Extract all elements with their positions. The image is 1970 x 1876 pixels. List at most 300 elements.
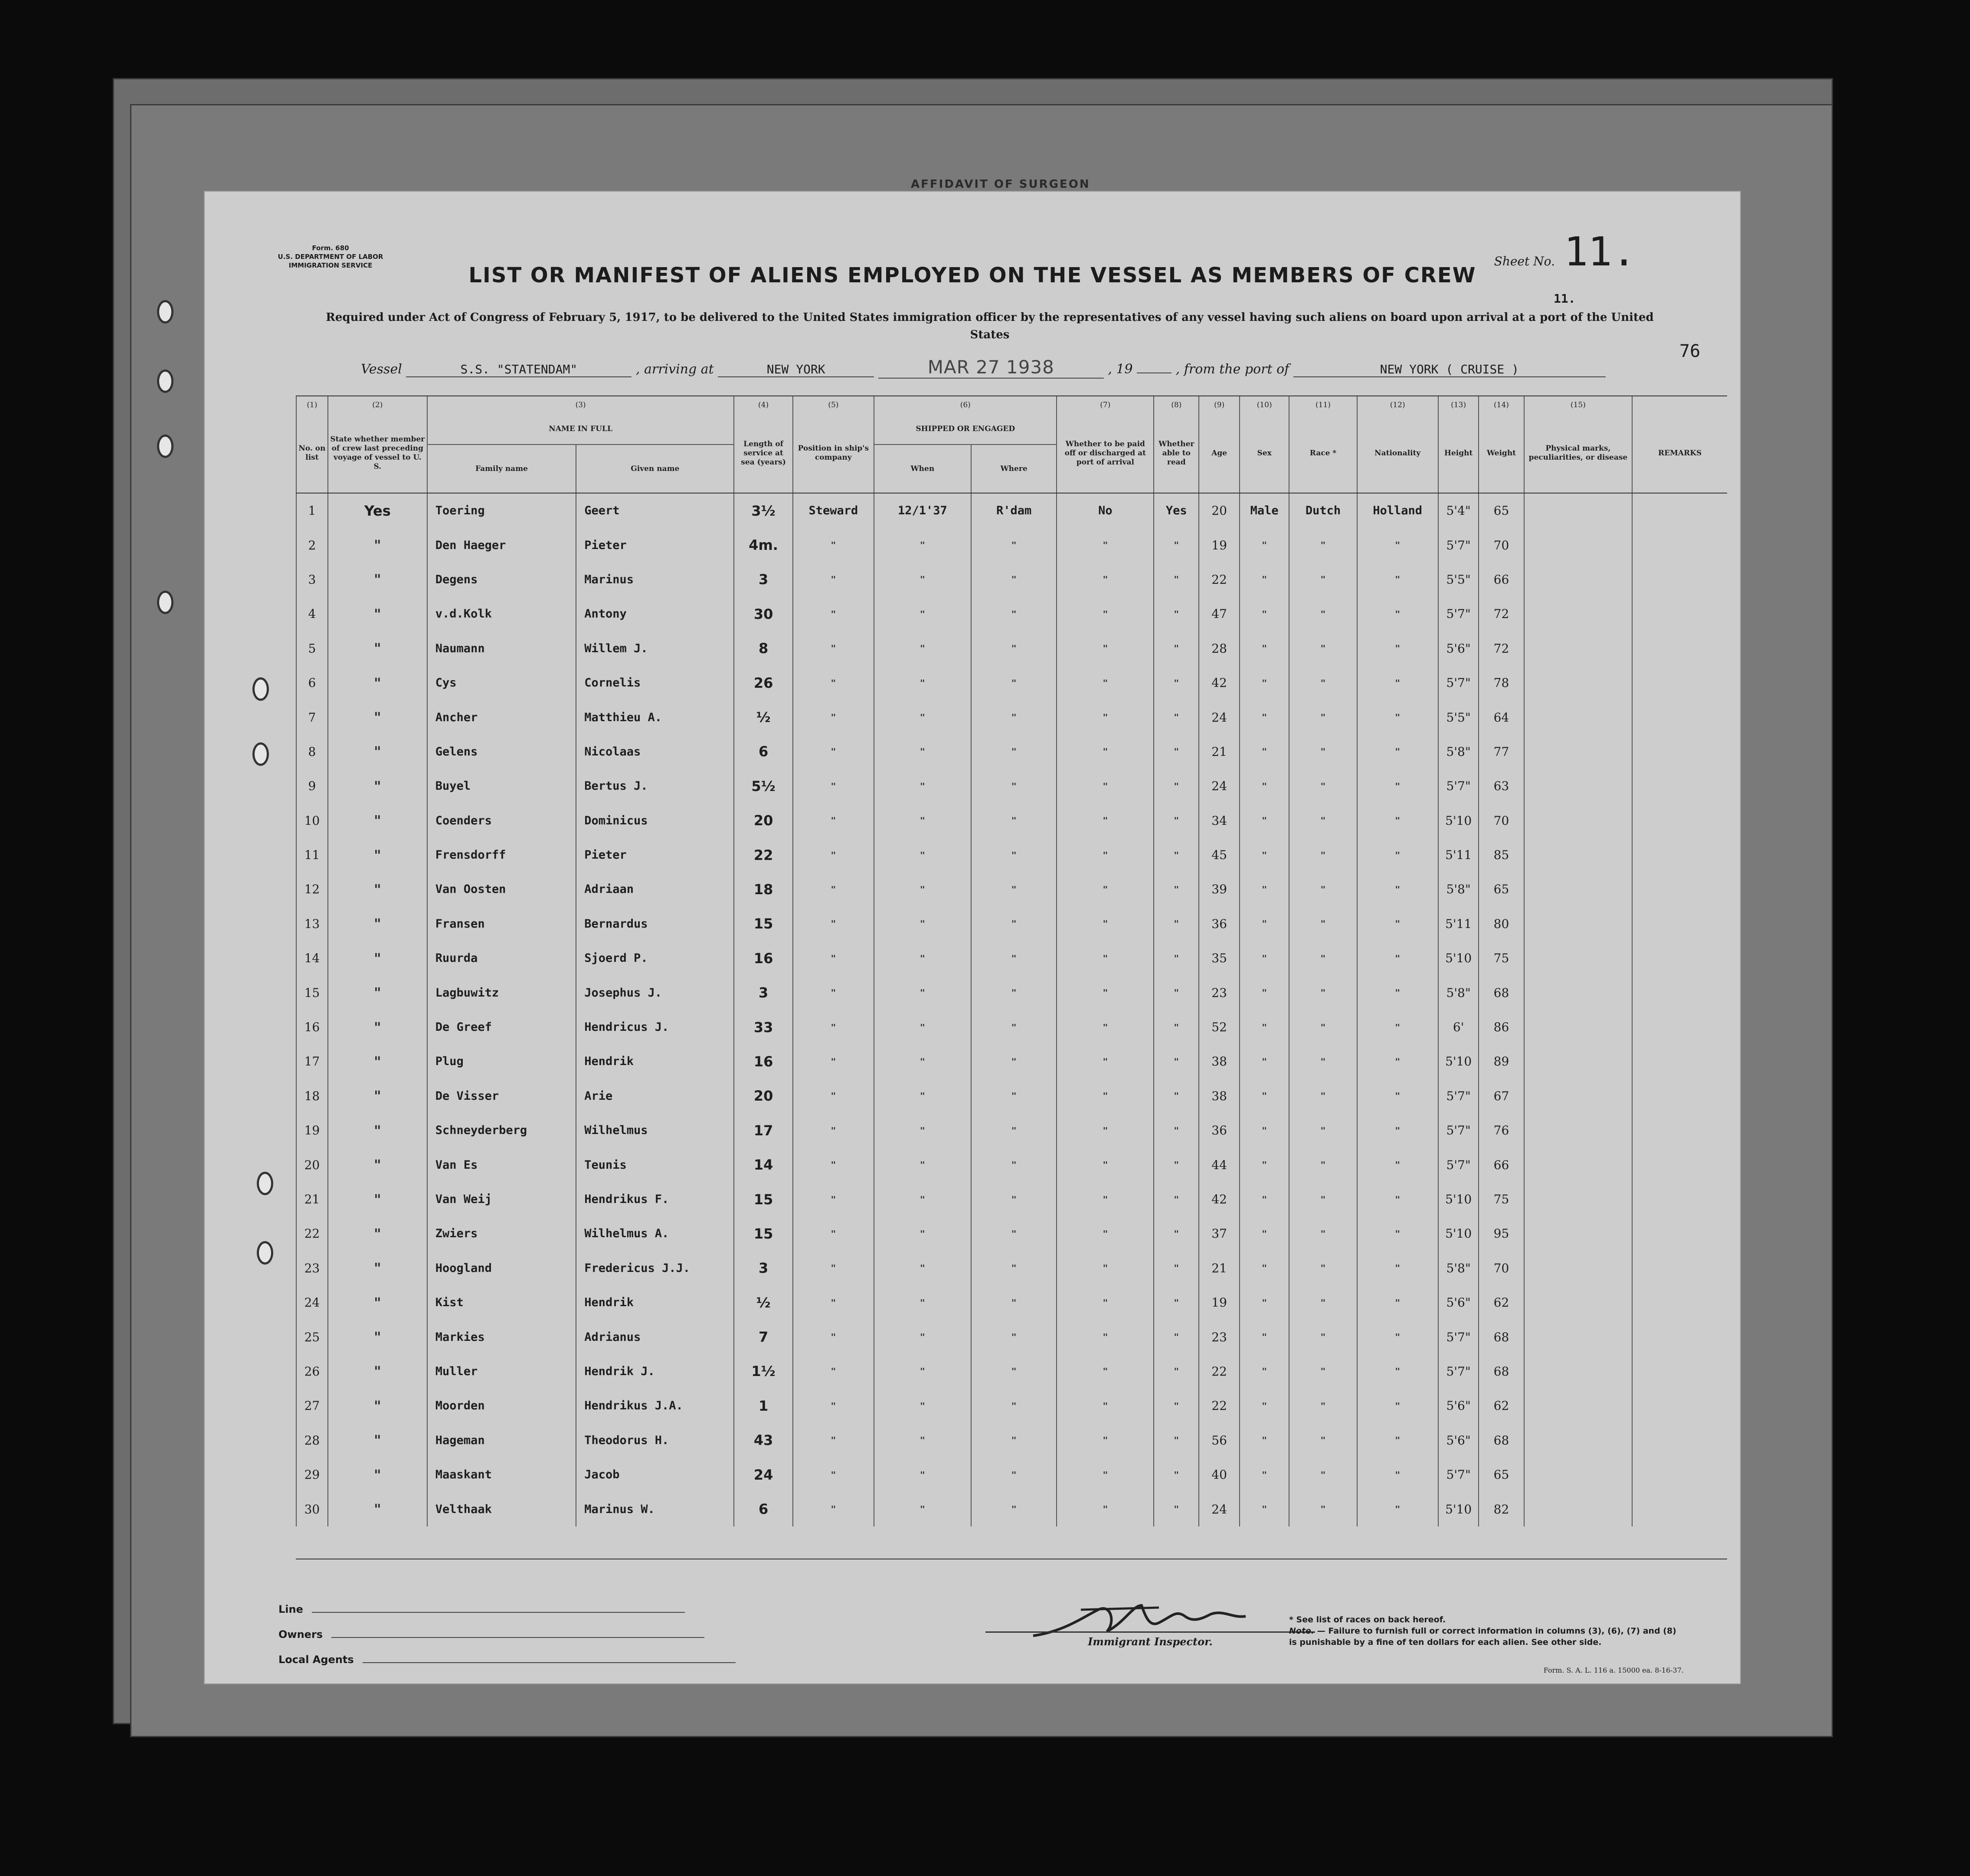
cell-shipped-where: " <box>971 528 1057 562</box>
cell-shipped-when: " <box>874 941 971 975</box>
cell-position: " <box>793 1389 874 1423</box>
cell-paid-off: " <box>1057 1147 1154 1182</box>
cell-able-to-read: " <box>1154 1147 1199 1182</box>
table-row <box>296 1492 1727 1526</box>
cell-given-name: Dominicus <box>576 804 734 838</box>
cell-row-number: 16 <box>296 1010 328 1044</box>
cell-paid-off: " <box>1057 631 1154 666</box>
form-number: Form. 680 <box>312 244 349 252</box>
cell-row-number: 15 <box>296 975 328 1010</box>
line-label: Line <box>278 1603 303 1615</box>
header-weight: Weight <box>1479 414 1524 493</box>
cell-paid-off: " <box>1057 700 1154 734</box>
cell-family-name: Toering <box>427 493 576 528</box>
cell-previous-voyage: " <box>328 1044 427 1079</box>
cell-height: 5'10 <box>1438 1182 1479 1216</box>
cell-age: 21 <box>1199 1251 1240 1285</box>
cell-row-number: 2 <box>296 528 328 562</box>
cell-age: 23 <box>1199 975 1240 1010</box>
cell-family-name: Fransen <box>427 907 576 941</box>
page-title: LIST OR MANIFEST OF ALIENS EMPLOYED ON THE VESSEL AS MEMBERS OF CREW <box>468 263 1476 288</box>
cell-race: " <box>1289 804 1357 838</box>
cell-sex: " <box>1240 1044 1289 1079</box>
cell-shipped-when: " <box>874 804 971 838</box>
cell-row-number: 22 <box>296 1216 328 1251</box>
col-num: (5) <box>793 396 874 414</box>
cell-shipped-where: " <box>971 735 1057 769</box>
cell-family-name: Naumann <box>427 631 576 666</box>
table-row <box>296 1216 1727 1251</box>
cell-able-to-read: " <box>1154 1079 1199 1113</box>
cell-able-to-read: " <box>1154 528 1199 562</box>
cell-sex: " <box>1240 1423 1289 1458</box>
cell-given-name: Geert <box>576 493 734 528</box>
cell-given-name: Wilhelmus <box>576 1113 734 1147</box>
cell-row-number: 25 <box>296 1320 328 1354</box>
cell-position: " <box>793 1044 874 1079</box>
cell-previous-voyage: " <box>328 838 427 872</box>
year-label: , 19 <box>1108 362 1133 377</box>
cell-length-of-service: 15 <box>734 907 792 941</box>
cell-nationality: " <box>1357 907 1438 941</box>
cell-given-name: Bernardus <box>576 907 734 941</box>
cell-row-number: 12 <box>296 872 328 906</box>
cell-race: " <box>1289 1285 1357 1320</box>
cell-physical-marks <box>1524 1458 1633 1492</box>
cell-age: 56 <box>1199 1423 1240 1458</box>
cell-position: " <box>793 528 874 562</box>
cell-position: " <box>793 769 874 803</box>
cell-nationality: " <box>1357 735 1438 769</box>
cell-weight: 77 <box>1479 735 1524 769</box>
cell-race: " <box>1289 1147 1357 1182</box>
cell-position: " <box>793 1010 874 1044</box>
cell-nationality: " <box>1357 1147 1438 1182</box>
cell-paid-off: " <box>1057 1113 1154 1147</box>
cell-paid-off: " <box>1057 666 1154 700</box>
vessel-label: Vessel <box>361 362 402 377</box>
col-num: (7) <box>1057 396 1154 414</box>
cell-remarks <box>1632 769 1727 803</box>
cell-remarks <box>1632 838 1727 872</box>
cell-shipped-where: " <box>971 1458 1057 1492</box>
header-when: When <box>874 444 971 493</box>
cell-race: " <box>1289 769 1357 803</box>
cell-family-name: Den Haeger <box>427 528 576 562</box>
cell-previous-voyage: " <box>328 562 427 597</box>
header-race: Race * <box>1289 414 1357 493</box>
cell-height: 5'7" <box>1438 666 1479 700</box>
cell-shipped-when: " <box>874 700 971 734</box>
cell-sex: " <box>1240 1320 1289 1354</box>
cell-family-name: Schneyderberg <box>427 1113 576 1147</box>
cell-race: " <box>1289 872 1357 906</box>
cell-previous-voyage: " <box>328 528 427 562</box>
cell-length-of-service: 8 <box>734 631 792 666</box>
cell-row-number: 27 <box>296 1389 328 1423</box>
cell-age: 19 <box>1199 1285 1240 1320</box>
cell-length-of-service: 1½ <box>734 1354 792 1389</box>
cell-physical-marks <box>1524 769 1633 803</box>
cell-shipped-when: " <box>874 735 971 769</box>
cell-paid-off: " <box>1057 941 1154 975</box>
cell-age: 34 <box>1199 804 1240 838</box>
cell-sex: " <box>1240 1492 1289 1526</box>
cell-able-to-read: " <box>1154 1285 1199 1320</box>
cell-sex: " <box>1240 1216 1289 1251</box>
cell-length-of-service: 1 <box>734 1389 792 1423</box>
cell-sex: " <box>1240 941 1289 975</box>
cell-position: " <box>793 907 874 941</box>
cell-age: 40 <box>1199 1458 1240 1492</box>
col-num: (8) <box>1154 396 1199 414</box>
cell-previous-voyage: " <box>328 735 427 769</box>
cell-position: " <box>793 1251 874 1285</box>
cell-sex: " <box>1240 562 1289 597</box>
cell-physical-marks <box>1524 1492 1633 1526</box>
cell-race: " <box>1289 1320 1357 1354</box>
cell-family-name: Velthaak <box>427 1492 576 1526</box>
cell-remarks <box>1632 804 1727 838</box>
cell-row-number: 29 <box>296 1458 328 1492</box>
cell-physical-marks <box>1524 1389 1633 1423</box>
cell-row-number: 30 <box>296 1492 328 1526</box>
service: IMMIGRATION SERVICE <box>288 261 373 269</box>
cell-sex: " <box>1240 1182 1289 1216</box>
cell-nationality: " <box>1357 1182 1438 1216</box>
cell-nationality: " <box>1357 562 1438 597</box>
cell-weight: 62 <box>1479 1285 1524 1320</box>
cell-family-name: Van Es <box>427 1147 576 1182</box>
cell-previous-voyage: " <box>328 804 427 838</box>
cell-shipped-where: " <box>971 838 1057 872</box>
cell-previous-voyage: Yes <box>328 493 427 528</box>
cell-remarks <box>1632 1010 1727 1044</box>
cell-remarks <box>1632 562 1727 597</box>
cell-nationality: " <box>1357 1044 1438 1079</box>
cell-height: 5'7" <box>1438 1458 1479 1492</box>
cell-age: 38 <box>1199 1044 1240 1079</box>
cell-position: " <box>793 1423 874 1458</box>
cell-race: " <box>1289 735 1357 769</box>
cell-remarks <box>1632 597 1727 631</box>
table-row <box>296 1285 1727 1320</box>
cell-nationality: " <box>1357 1492 1438 1526</box>
col-num: (9) <box>1199 396 1240 414</box>
cell-previous-voyage: " <box>328 907 427 941</box>
cell-row-number: 11 <box>296 838 328 872</box>
cell-given-name: Matthieu A. <box>576 700 734 734</box>
cell-race: " <box>1289 1044 1357 1079</box>
cell-length-of-service: 15 <box>734 1216 792 1251</box>
cell-height: 5'7" <box>1438 1354 1479 1389</box>
cell-shipped-when: " <box>874 666 971 700</box>
header-name-in-full: NAME IN FULL <box>427 414 734 444</box>
cell-sex: " <box>1240 597 1289 631</box>
cell-row-number: 26 <box>296 1354 328 1389</box>
cell-height: 5'7" <box>1438 769 1479 803</box>
cell-weight: 95 <box>1479 1216 1524 1251</box>
cell-remarks <box>1632 1389 1727 1423</box>
cell-paid-off: " <box>1057 975 1154 1010</box>
date-stamp: MAR 27 1938 <box>927 356 1054 378</box>
inspector-label: Immigrant Inspector. <box>985 1631 1315 1648</box>
cell-sex: " <box>1240 769 1289 803</box>
cell-able-to-read: " <box>1154 597 1199 631</box>
cell-remarks <box>1632 1079 1727 1113</box>
cell-given-name: Willem J. <box>576 631 734 666</box>
table-row <box>296 528 1727 562</box>
cell-weight: 64 <box>1479 700 1524 734</box>
vessel-name: S.S. "STATENDAM" <box>406 362 632 377</box>
table-row <box>296 735 1727 769</box>
cell-paid-off: " <box>1057 872 1154 906</box>
cell-remarks <box>1632 1492 1727 1526</box>
cell-previous-voyage: " <box>328 1458 427 1492</box>
cell-able-to-read: " <box>1154 872 1199 906</box>
cell-row-number: 10 <box>296 804 328 838</box>
header-length-of-service: Length of service at sea (years) <box>734 414 792 493</box>
cell-previous-voyage: " <box>328 666 427 700</box>
cell-weight: 82 <box>1479 1492 1524 1526</box>
cell-row-number: 9 <box>296 769 328 803</box>
cell-paid-off: " <box>1057 1492 1154 1526</box>
cell-sex: " <box>1240 631 1289 666</box>
cell-height: 5'7" <box>1438 528 1479 562</box>
cell-given-name: Hendrik <box>576 1285 734 1320</box>
cell-weight: 85 <box>1479 838 1524 872</box>
cell-previous-voyage: " <box>328 700 427 734</box>
cell-position: " <box>793 562 874 597</box>
cell-age: 36 <box>1199 1113 1240 1147</box>
cell-family-name: Ruurda <box>427 941 576 975</box>
cell-family-name: Cys <box>427 666 576 700</box>
cell-shipped-where: " <box>971 907 1057 941</box>
cell-height: 5'6" <box>1438 1423 1479 1458</box>
cell-age: 52 <box>1199 1010 1240 1044</box>
cell-race: " <box>1289 597 1357 631</box>
cell-shipped-where: " <box>971 769 1057 803</box>
cell-given-name: Marinus <box>576 562 734 597</box>
cell-height: 5'8" <box>1438 1251 1479 1285</box>
cell-length-of-service: 33 <box>734 1010 792 1044</box>
cell-height: 5'4" <box>1438 493 1479 528</box>
table-row <box>296 1044 1727 1079</box>
cell-physical-marks <box>1524 735 1633 769</box>
cell-age: 24 <box>1199 1492 1240 1526</box>
cell-given-name: Antony <box>576 597 734 631</box>
cell-physical-marks <box>1524 872 1633 906</box>
page-subtitle: Required under Act of Congress of February 5, 1917, to be delivered to the United States immigration officer by the representatives of any vessel having such aliens on board upon arrival at a port of the United States <box>326 311 1654 341</box>
cell-nationality: " <box>1357 631 1438 666</box>
cell-weight: 68 <box>1479 975 1524 1010</box>
cell-family-name: v.d.Kolk <box>427 597 576 631</box>
table-row <box>296 1354 1727 1389</box>
cell-position: " <box>793 597 874 631</box>
cell-length-of-service: 15 <box>734 1182 792 1216</box>
cell-able-to-read: " <box>1154 631 1199 666</box>
cell-able-to-read: " <box>1154 975 1199 1010</box>
table-row <box>296 1182 1727 1216</box>
cell-nationality: " <box>1357 1285 1438 1320</box>
cell-given-name: Teunis <box>576 1147 734 1182</box>
cell-able-to-read: " <box>1154 769 1199 803</box>
cell-sex: " <box>1240 907 1289 941</box>
punch-hole <box>252 742 269 766</box>
cell-previous-voyage: " <box>328 975 427 1010</box>
col-num: (14) <box>1479 396 1524 414</box>
cell-length-of-service: 14 <box>734 1147 792 1182</box>
cell-remarks <box>1632 1354 1727 1389</box>
cell-able-to-read: " <box>1154 1492 1199 1526</box>
cell-row-number: 5 <box>296 631 328 666</box>
cell-physical-marks <box>1524 1010 1633 1044</box>
cell-race: " <box>1289 631 1357 666</box>
sheet-label: Sheet No. <box>1494 254 1555 268</box>
cell-shipped-where: " <box>971 941 1057 975</box>
cell-sex: " <box>1240 872 1289 906</box>
cell-race: " <box>1289 1113 1357 1147</box>
cell-family-name: Frensdorff <box>427 838 576 872</box>
cell-paid-off: " <box>1057 1389 1154 1423</box>
cell-family-name: Zwiers <box>427 1216 576 1251</box>
cell-shipped-when: " <box>874 1182 971 1216</box>
cell-age: 45 <box>1199 838 1240 872</box>
header-no-on-list: No. on list <box>296 414 328 493</box>
cell-shipped-where: " <box>971 597 1057 631</box>
line-field <box>278 1597 736 1622</box>
cell-given-name: Arie <box>576 1079 734 1113</box>
cell-position: " <box>793 1320 874 1354</box>
cell-nationality: " <box>1357 597 1438 631</box>
cell-race: " <box>1289 1492 1357 1526</box>
cell-shipped-when: " <box>874 1320 971 1354</box>
cell-nationality: " <box>1357 975 1438 1010</box>
overlay-title: AFFIDAVIT OF SURGEON <box>911 178 1090 191</box>
cell-shipped-when: " <box>874 1010 971 1044</box>
cell-age: 42 <box>1199 1182 1240 1216</box>
cell-height: 5'6" <box>1438 1389 1479 1423</box>
cell-previous-voyage: " <box>328 1216 427 1251</box>
cell-family-name: Markies <box>427 1320 576 1354</box>
cell-sex: " <box>1240 838 1289 872</box>
cell-shipped-when: " <box>874 838 971 872</box>
cell-sex: " <box>1240 975 1289 1010</box>
cell-able-to-read: " <box>1154 1354 1199 1389</box>
cell-row-number: 6 <box>296 666 328 700</box>
cell-given-name: Pieter <box>576 528 734 562</box>
table-row <box>296 1458 1727 1492</box>
cell-shipped-where: " <box>971 1285 1057 1320</box>
cell-shipped-where: R'dam <box>971 493 1057 528</box>
cell-able-to-read: " <box>1154 1251 1199 1285</box>
cell-physical-marks <box>1524 1285 1633 1320</box>
cell-previous-voyage: " <box>328 1389 427 1423</box>
cell-physical-marks <box>1524 528 1633 562</box>
cell-age: 36 <box>1199 907 1240 941</box>
cell-given-name: Hendrikus J.A. <box>576 1389 734 1423</box>
cell-height: 5'10 <box>1438 1044 1479 1079</box>
cell-sex: Male <box>1240 493 1289 528</box>
cell-length-of-service: 3½ <box>734 493 792 528</box>
cell-race: " <box>1289 1010 1357 1044</box>
cell-able-to-read: " <box>1154 1423 1199 1458</box>
table-row <box>296 1010 1727 1044</box>
cell-length-of-service: 3 <box>734 1251 792 1285</box>
cell-weight: 66 <box>1479 562 1524 597</box>
cell-given-name: Hendrik <box>576 1044 734 1079</box>
cell-physical-marks <box>1524 493 1633 528</box>
cell-weight: 62 <box>1479 1389 1524 1423</box>
cell-height: 5'10 <box>1438 1492 1479 1526</box>
cell-age: 44 <box>1199 1147 1240 1182</box>
cell-remarks <box>1632 907 1727 941</box>
cell-family-name: Buyel <box>427 769 576 803</box>
cell-previous-voyage: " <box>328 1079 427 1113</box>
cell-shipped-when: " <box>874 631 971 666</box>
cell-row-number: 21 <box>296 1182 328 1216</box>
manifest-page <box>204 191 1741 1684</box>
col-num: (4) <box>734 396 792 414</box>
cell-remarks <box>1632 700 1727 734</box>
cell-shipped-where: " <box>971 562 1057 597</box>
cell-physical-marks <box>1524 975 1633 1010</box>
cell-height: 5'10 <box>1438 941 1479 975</box>
cell-shipped-when: " <box>874 1044 971 1079</box>
cell-height: 5'10 <box>1438 804 1479 838</box>
cell-remarks <box>1632 872 1727 906</box>
table-row <box>296 769 1727 803</box>
cell-weight: 65 <box>1479 493 1524 528</box>
note-text: — Failure to furnish full or correct information in columns (3), (6), (7) and (8) is punishable by a fine of ten dollars for each alien. See other side. <box>1289 1626 1676 1647</box>
table-row <box>296 1389 1727 1423</box>
col-num: (12) <box>1357 396 1438 414</box>
cell-position: " <box>793 1354 874 1389</box>
cell-remarks <box>1632 1285 1727 1320</box>
cell-row-number: 1 <box>296 493 328 528</box>
cell-paid-off: " <box>1057 562 1154 597</box>
table-row <box>296 666 1727 700</box>
cell-previous-voyage: " <box>328 1010 427 1044</box>
cell-family-name: Moorden <box>427 1389 576 1423</box>
cell-shipped-where: " <box>971 804 1057 838</box>
cell-nationality: " <box>1357 666 1438 700</box>
cell-length-of-service: 20 <box>734 1079 792 1113</box>
cell-physical-marks <box>1524 1044 1633 1079</box>
header-position: Position in ship's company <box>793 414 874 493</box>
cell-sex: " <box>1240 1079 1289 1113</box>
cell-age: 21 <box>1199 735 1240 769</box>
table-row <box>296 1251 1727 1285</box>
cell-previous-voyage: " <box>328 1182 427 1216</box>
cell-race: " <box>1289 1251 1357 1285</box>
cell-shipped-when: " <box>874 1251 971 1285</box>
cell-shipped-where: " <box>971 631 1057 666</box>
col-num: (3) <box>427 396 734 414</box>
cell-physical-marks <box>1524 907 1633 941</box>
cell-race: " <box>1289 1354 1357 1389</box>
cell-shipped-where: " <box>971 1216 1057 1251</box>
cell-shipped-when: " <box>874 1458 971 1492</box>
header-sex: Sex <box>1240 414 1289 493</box>
cell-previous-voyage: " <box>328 631 427 666</box>
cell-remarks <box>1632 1320 1727 1354</box>
cell-physical-marks <box>1524 1320 1633 1354</box>
cell-shipped-where: " <box>971 1320 1057 1354</box>
cell-remarks <box>1632 975 1727 1010</box>
cell-sex: " <box>1240 1010 1289 1044</box>
table-row <box>296 700 1727 734</box>
